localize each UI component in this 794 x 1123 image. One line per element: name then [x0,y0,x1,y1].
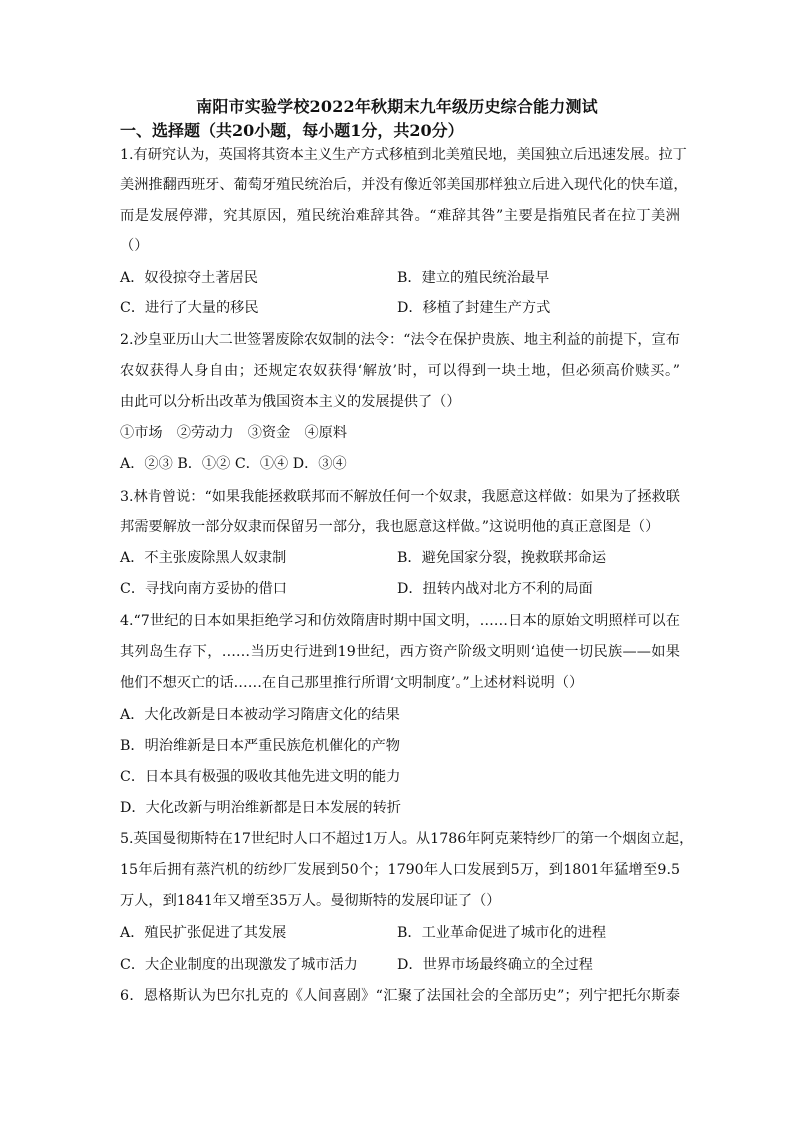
question-5-option-a: A．殖民扩张促进了其发展 [120,925,287,941]
question-3-option-b: B．避免国家分裂，挽救联邦命运 [397,550,607,566]
question-4-option-d: D．大化改新与明治维新都是日本发展的转折 [120,800,401,816]
question-3-line-1: 3.林肯曾说：“如果我能拯救联邦而不解放任何一个奴隶，我愿意这样做：如果为了拯救联 [120,489,680,505]
question-1-option-d: D．移植了封建生产方式 [397,300,551,316]
question-1-line-1: 1.有研究认为，英国将其资本主义生产方式移植到北美殖民地，美国独立后迅速发展。拉丁 [120,147,687,163]
question-4-line-3: 他们不想灭亡的话……在自己那里推行所谓‘文明制度’。”上述材料说明（） [120,675,584,691]
question-5-option-c: C．大企业制度的出现激发了城市活力 [120,957,358,973]
question-3-option-a: A．不主张废除黑人奴隶制 [120,550,287,566]
question-3-option-c: C．寻找向南方妥协的借口 [120,581,287,597]
question-5-option-b: B．工业革命促进了城市化的进程 [397,925,607,941]
question-5-line-3: 万人，到1841年又增至35万人。曼彻斯特的发展印证了（） [120,893,501,909]
question-2-line-3: 由此可以分析出改革为俄国资本主义的发展提供了（） [120,394,461,410]
question-2-items: ①市场 ②劳动力 ③资金 ④原料 [120,425,348,441]
question-2-options: A．②③ B．①② C．①④ D．③④ [120,456,347,472]
question-3-option-d: D．扭转内战对北方不利的局面 [397,581,593,597]
question-1-option-c: C．进行了大量的移民 [120,300,259,316]
question-4-option-a: A．大化改新是日本被动学习隋唐文化的结果 [120,707,400,723]
question-4-line-2: 其列岛生存下，……当历史行进到19世纪，西方资产阶级文明则‘追使一切民族——如果 [120,644,680,660]
question-4-option-c: C．日本具有极强的吸收其他先进文明的能力 [120,769,401,785]
page-title: 南阳市实验学校2022年秋期末九年级历史综合能力测试 [196,97,598,116]
question-1-option-a: A．奴役掠夺土著居民 [120,270,258,286]
question-2-line-2: 农奴获得人身自由；还规定农奴获得‘解放’时，可以得到一块土地，但必须高价赎买。” [120,363,680,379]
question-6-line-1: 6．恩格斯认为巴尔扎克的《人间喜剧》“汇聚了法国社会的全部历史”；列宁把托尔斯泰 [120,988,680,1004]
question-5-line-2: 15年后拥有蒸汽机的纺纱厂发展到50个；1790年人口发展到5万，到1801年猛增至9.5 [120,862,680,878]
question-3-line-2: 邦需要解放一部分奴隶而保留另一部分，我也愿意这样做。”这说明他的真正意图是（） [120,519,660,535]
section-heading: 一、选择题（共20小题，每小题1分，共20分） [120,121,464,140]
question-4-line-1: 4.“7世纪的日本如果拒绝学习和仿效隋唐时期中国文明，……日本的原始文明照样可以在 [120,613,680,629]
question-1-option-b: B．建立的殖民统治最早 [397,270,550,286]
question-5-line-1: 5.英国曼彻斯特在17世纪时人口不超过1万人。从1786年阿克莱特纱厂的第一个烟囱立起， [120,831,694,847]
question-1-line-2: 美洲推翻西班牙、葡萄牙殖民统治后，并没有像近邻美国那样独立后进入现代化的快车道， [120,177,688,193]
question-1-line-4: （） [120,238,149,254]
question-4-option-b: B．明治维新是日本严重民族危机催化的产物 [120,738,400,754]
question-1-line-3: 而是发展停滞，究其原因，殖民统治难辞其咎。“难辞其咎”主要是指殖民者在拉丁美洲 [120,208,680,224]
question-5-option-d: D．世界市场最终确立的全过程 [397,957,593,973]
question-2-line-1: 2.沙皇亚历山大二世签署废除农奴制的法令：“法令在保护贵族、地主利益的前提下，宣布 [120,332,680,348]
